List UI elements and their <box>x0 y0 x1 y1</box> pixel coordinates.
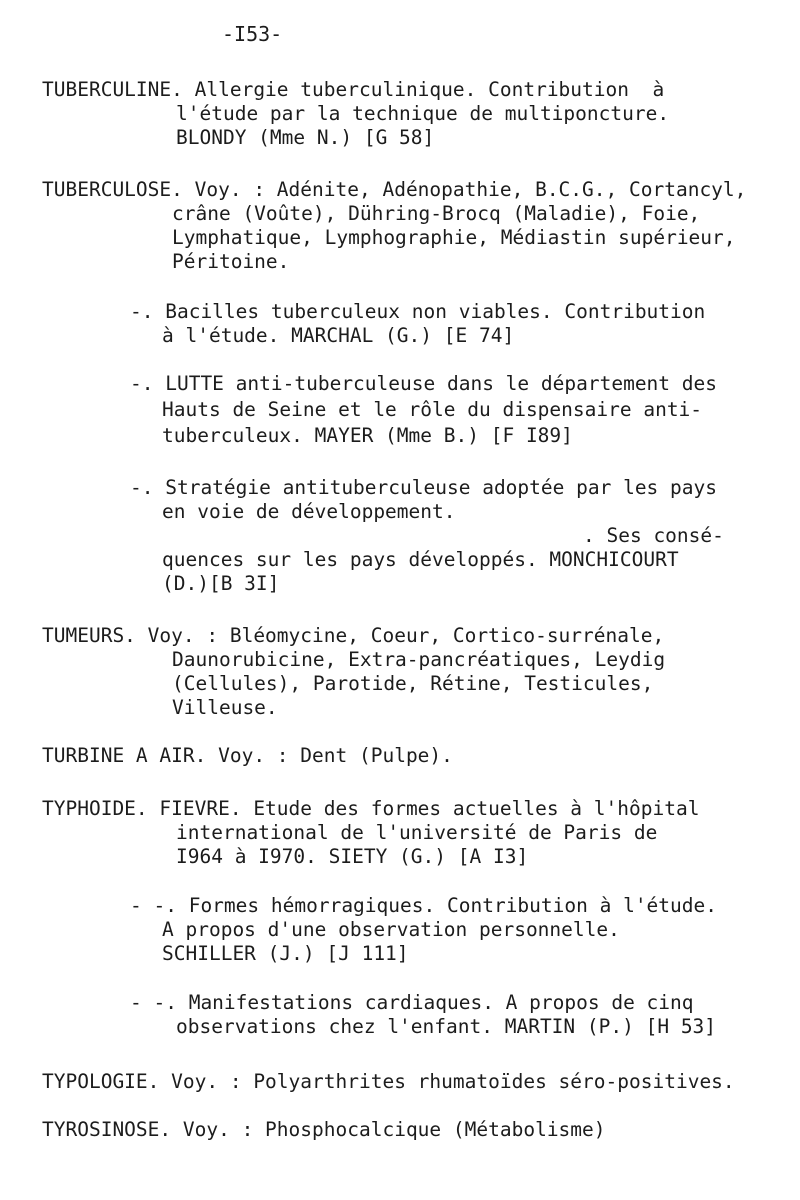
entry-line: international de l'université de Paris de <box>176 821 658 844</box>
entry-line: TURBINE A AIR. Voy. : Dent (Pulpe). <box>42 744 453 767</box>
entry-line: TYROSINOSE. Voy. : Phosphocalcique (Métabolisme) <box>42 1118 606 1141</box>
entry-line: -. LUTTE anti-tuberculeuse dans le département des <box>130 372 717 395</box>
entry-line: crâne (Voûte), Dühring-Brocq (Maladie), Foie, <box>172 202 701 225</box>
entry-line: observations chez l'enfant. MARTIN (P.) [H 53] <box>176 1015 717 1038</box>
entry-line: quences sur les pays développés. MONCHICOURT <box>162 548 679 571</box>
entry-line: en voie de développement. <box>162 500 456 523</box>
entry-line: TYPHOIDE. FIEVRE. Etude des formes actuelles à l'hôpital <box>42 797 700 820</box>
entry-line: A propos d'une observation personnelle. <box>162 918 620 941</box>
entry-line: Lymphatique, Lymphographie, Médiastin supérieur, <box>172 226 736 249</box>
entry-line: TUBERCULINE. Allergie tuberculinique. Contribution à <box>42 78 665 101</box>
entry-line: -. Bacilles tuberculeux non viables. Contribution <box>130 300 706 323</box>
entry-line: SCHILLER (J.) [J 111] <box>162 942 409 965</box>
entry-line: -. Stratégie antituberculeuse adoptée par les pays <box>130 476 717 499</box>
entry-line: TYPOLOGIE. Voy. : Polyarthrites rhumatoïdes séro-positives. <box>42 1070 735 1093</box>
entry-line: Villeuse. <box>172 696 278 719</box>
entry-line: TUMEURS. Voy. : Bléomycine, Coeur, Cortico-surrénale, <box>42 624 665 647</box>
entry-line: BLONDY (Mme N.) [G 58] <box>176 126 435 149</box>
entry-line: Daunorubicine, Extra-pancréatiques, Leydig <box>172 648 666 671</box>
entry-line: . Ses consé- <box>583 524 724 547</box>
entry-line: - -. Formes hémorragiques. Contribution à l'étude. <box>130 894 717 917</box>
entry-line: TUBERCULOSE. Voy. : Adénite, Adénopathie, B.C.G., Cortancyl, <box>42 178 747 201</box>
entry-line: (Cellules), Parotide, Rétine, Testicules, <box>172 672 654 695</box>
entry-line: l'étude par la technique de multiponcture. <box>176 102 670 125</box>
entry-line: Péritoine. <box>172 250 290 273</box>
entry-line: - -. Manifestations cardiaques. A propos de cinq <box>130 991 694 1014</box>
page-number: -I53- <box>222 22 283 46</box>
entry-line: (D.)[B 3I] <box>162 572 280 595</box>
entry-line: I964 à I970. SIETY (G.) [A I3] <box>176 845 529 868</box>
entry-line: tuberculeux. MAYER (Mme B.) [F I89] <box>162 424 573 447</box>
entry-line: Hauts de Seine et le rôle du dispensaire anti- <box>162 398 703 421</box>
entry-line: à l'étude. MARCHAL (G.) [E 74] <box>162 324 515 347</box>
